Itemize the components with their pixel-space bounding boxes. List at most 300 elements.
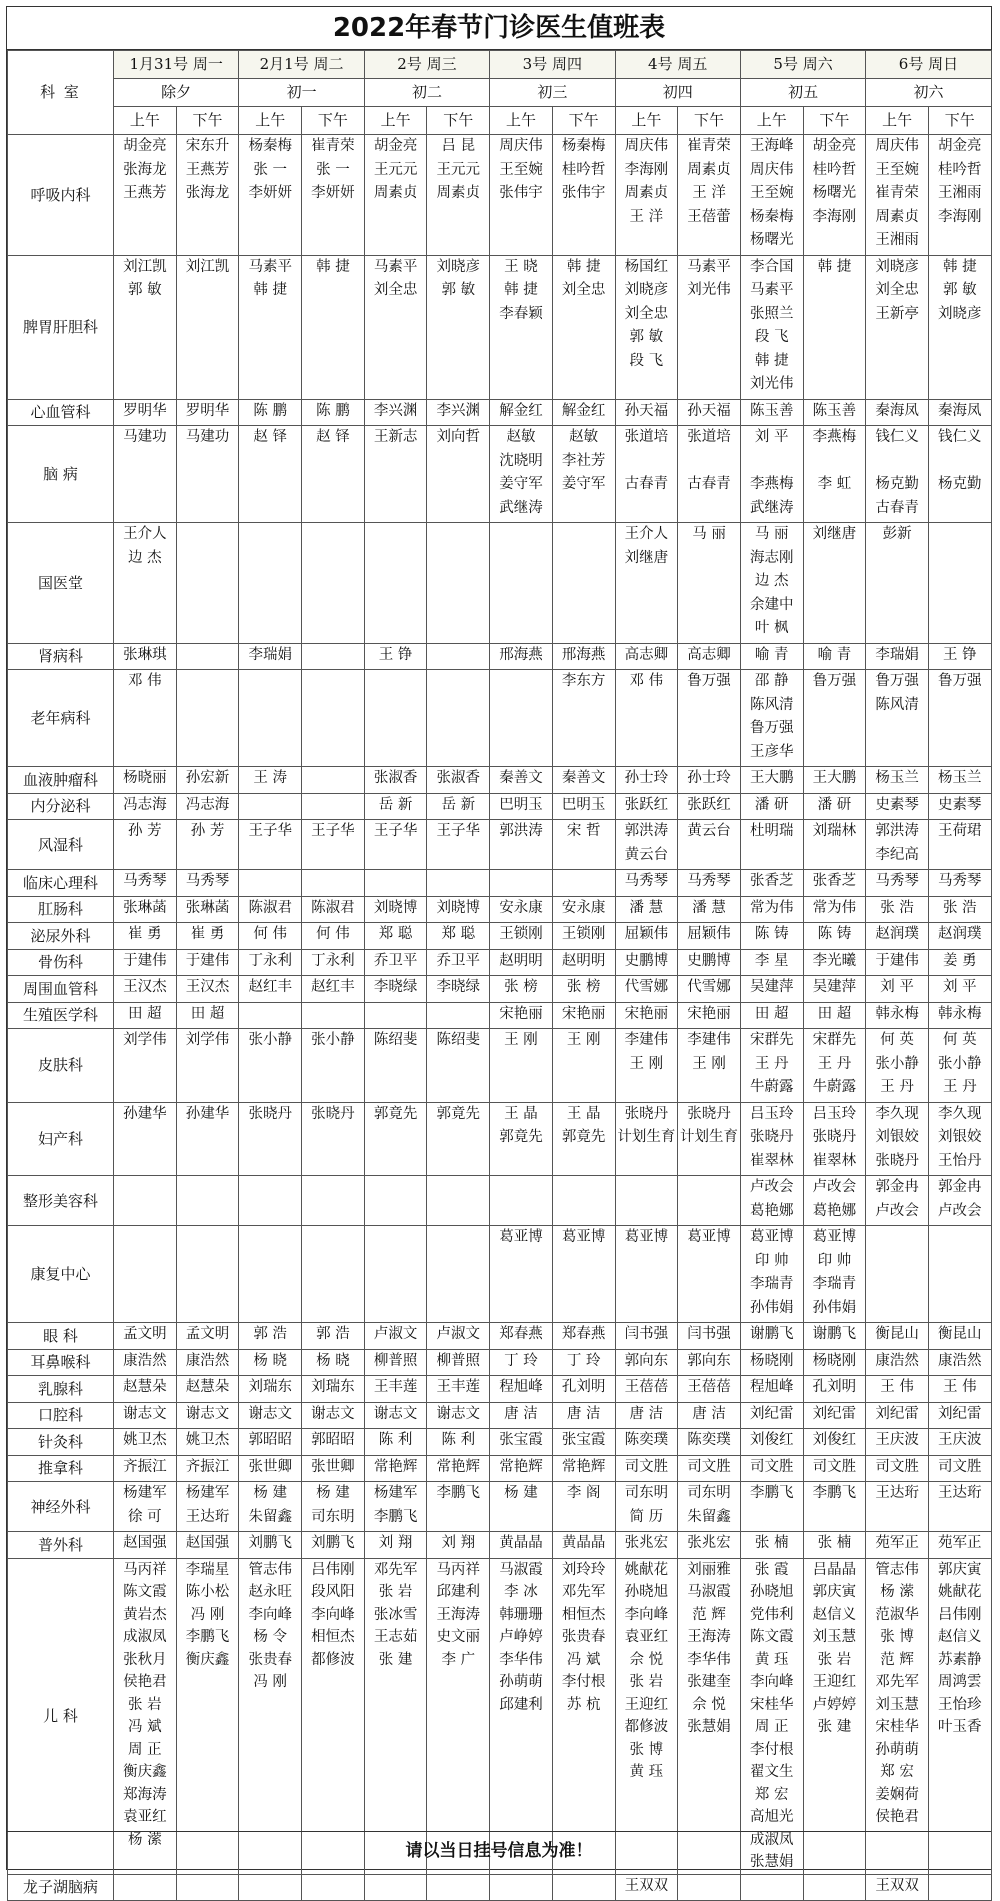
doctor-name: 高旭光 [749,1809,794,1825]
am-duty-cell [740,820,803,870]
doctor-name: 杨 潆 [880,1584,914,1600]
pm-duty-cell [803,1874,866,1901]
day-date: 3号 周四 [490,51,615,79]
pm-duty-cell [427,1482,490,1532]
am-duty-cell [740,523,803,644]
pm-duty-cell [302,923,365,950]
doctor-name: 郭昭昭 [248,1432,292,1448]
pm-duty-cell [552,870,615,897]
doctor-name: 张 榜 [504,979,538,995]
doctor-name: 司文胜 [875,1458,919,1475]
doctor-name: 司文胜 [749,1458,794,1475]
doctor-name: 翟文生 [749,1764,794,1780]
doctor-name: 张 建 [817,1719,852,1735]
doctor-name: 张 建 [378,1651,413,1668]
pm-duty-cell [176,870,239,897]
pm-duty-cell [176,793,239,820]
doctor-name: 孙天福 [624,402,669,419]
pm-duty-cell [302,870,365,897]
pm-duty-cell [176,896,239,923]
doctor-name: 王 伟 [942,1379,977,1395]
doctor-name: 王 晶 [566,1105,601,1122]
pm-duty-cell [302,1029,365,1103]
doctor-name: 张晓丹 [624,1105,669,1122]
doctor-name: 古春青 [875,499,919,516]
pm-duty-cell [803,976,866,1003]
doctor-name: 赵信义 [812,1606,857,1623]
pm-duty-cell [552,523,615,644]
doctor-name: 谢鹏飞 [812,1326,857,1342]
am-label: 上午 [740,107,803,135]
doctor-name: 郭竟先 [436,1105,481,1122]
doctor-name: 邓先军 [561,1584,606,1600]
pm-duty-cell [928,1402,991,1429]
doctor-name: 巴明玉 [561,796,606,813]
doctor-name: 张秋月 [123,1651,167,1668]
dept-row [8,1002,992,1029]
doctor-name: 王达珩 [938,1485,982,1501]
doctor-name: 王 晓 [504,258,538,275]
doctor-name: 李纪高 [875,846,919,863]
am-duty-cell [490,1429,553,1456]
pm-duty-cell [552,1558,615,1874]
doctor-name: 张伟宇 [561,185,606,201]
doctor-name: 卢峥婷 [499,1629,543,1645]
doctor-name: 王蓓蓓 [624,1379,669,1395]
doctor-name: 史鹏博 [687,952,731,969]
dept-row [8,976,992,1003]
dept-name: 风湿科 [8,820,114,870]
am-duty-cell [239,255,302,399]
pm-duty-cell [552,1482,615,1532]
doctor-name: 常艳辉 [561,1458,606,1475]
am-duty-cell [239,1532,302,1559]
am-duty-cell [740,1349,803,1376]
doctor-name: 柳普照 [373,1352,418,1369]
doctor-name: 王湘雨 [875,232,919,248]
doctor-name: 吕伟刚 [311,1561,355,1578]
doctor-name: 马 丽 [692,526,726,542]
doctor-name: 张 一 [253,161,288,178]
doctor-name: 张 岩 [378,1584,413,1600]
doctor-name: 姜守军 [561,476,606,492]
am-duty-cell [114,1349,177,1376]
am-duty-cell [740,1874,803,1901]
doctor-name: 冯志海 [123,796,167,813]
am-duty-cell [364,767,427,794]
am-duty-cell [490,949,553,976]
doctor-name: 王 丹 [817,1055,852,1072]
dept-row [8,523,992,644]
doctor-name: 杨建军 [185,1485,230,1501]
am-duty-cell [239,399,302,426]
pm-duty-cell [928,767,991,794]
doctor-name: 康浩然 [185,1352,230,1369]
doctor-name: 陈风清 [875,696,919,713]
doctor-name: 马丙祥 [436,1561,481,1578]
dept-row [8,923,992,950]
doctor-name: 巴明玉 [499,796,543,813]
doctor-name: 秦海凤 [875,402,919,419]
pm-duty-cell [928,1429,991,1456]
doctor-name: 王燕芳 [185,161,230,178]
doctor-name: 张 岩 [629,1674,664,1690]
am-duty-cell [866,1532,929,1559]
dept-row [8,1176,992,1226]
doctor-name: 岳 新 [441,796,476,813]
pm-duty-cell [552,896,615,923]
doctor-name: 卢改会 [875,1202,919,1219]
doctor-name: 鲁万强 [938,673,982,689]
doctor-name: 宋艳丽 [687,1005,731,1022]
am-duty-cell [239,1482,302,1532]
am-duty-cell [114,1402,177,1429]
doctor-name: 李 虹 [817,476,852,492]
doctor-name: 葛亚博 [687,1229,731,1245]
am-duty-cell [114,1874,177,1901]
day-date: 2月1号 周二 [239,51,364,79]
doctor-name: 邓 伟 [128,673,162,689]
doctor-name: 宋 哲 [566,823,601,839]
doctor-name: 王锁刚 [561,926,606,942]
doctor-name: 马素平 [248,258,292,275]
doctor-name: 郭金冉 [875,1179,919,1195]
pm-duty-cell [803,949,866,976]
pm-duty-cell [678,976,741,1003]
pm-duty-cell [678,1176,741,1226]
doctor-name: 周庆伟 [875,138,919,154]
am-duty-cell [740,1002,803,1029]
doctor-name: 叶 枫 [754,620,789,636]
doctor-name: 张照兰 [749,305,794,322]
doctor-name: 刘光伟 [749,376,794,392]
am-duty-cell [490,135,553,256]
doctor-name: 刘全忠 [373,282,418,298]
doctor-name: 韩 捷 [504,282,538,298]
doctor-name: 郭金冉 [938,1179,982,1195]
pm-duty-cell [552,1349,615,1376]
am-duty-cell [615,976,678,1003]
doctor-name: 宋东升 [185,138,230,154]
doctor-name: 王双双 [875,1877,919,1894]
am-duty-cell [866,523,929,644]
am-duty-cell [490,1532,553,1559]
doctor-name: 冯 刚 [253,1674,288,1690]
am-duty-cell [740,1455,803,1482]
doctor-name: 郭昭昭 [311,1432,355,1448]
am-label: 上午 [239,107,302,135]
am-duty-cell [364,1429,427,1456]
doctor-name: 宋艳丽 [561,1005,606,1022]
pm-label: 下午 [302,107,365,135]
doctor-name: 鲁万强 [749,720,794,736]
doctor-name: 李久现 [875,1105,919,1122]
doctor-name: 王大鹏 [749,770,794,786]
doctor-name: 马建功 [185,429,230,445]
am-duty-cell [866,949,929,976]
pm-duty-cell [803,670,866,767]
doctor-name: 胡金亮 [812,138,857,154]
doctor-name: 于建伟 [875,952,919,969]
doctor-name: 韩 捷 [754,352,789,369]
doctor-name: 周素贞 [875,208,919,225]
dept-name: 泌尿外科 [8,923,114,950]
doctor-name: 张 楠 [754,1535,789,1551]
pm-duty-cell [302,670,365,767]
am-duty-cell [866,426,929,523]
dept-name: 儿 科 [8,1558,114,1874]
doctor-name: 赵 铎 [253,429,288,445]
doctor-name: 张道培 [687,429,731,445]
doctor-name: 张小静 [875,1055,919,1072]
doctor-name: 何 伟 [253,926,288,942]
doctor-name: 王大鹏 [812,770,857,786]
pm-duty-cell [803,1176,866,1226]
doctor-name: 崔青荣 [875,185,919,201]
day-date: 1月31号 周一 [114,51,239,79]
doctor-name: 王 刚 [692,1055,726,1072]
doctor-name: 刘学伟 [123,1032,167,1048]
pm-duty-cell [302,820,365,870]
doctor-name: 王 刚 [566,1032,601,1048]
doctor-name: 黄晶晶 [561,1535,606,1551]
am-duty-cell [490,523,553,644]
doctor-name: 崔翠林 [812,1152,857,1169]
pm-duty-cell [803,1002,866,1029]
am-duty-cell [490,896,553,923]
doctor-name: 刘瑞林 [812,823,857,839]
am-duty-cell [114,793,177,820]
doctor-name: 杨 令 [253,1629,288,1645]
doctor-name: 王新志 [373,429,418,445]
pm-duty-cell [678,923,741,950]
am-duty-cell [239,793,302,820]
doctor-name: 王迎红 [624,1696,669,1713]
pm-duty-cell [176,1532,239,1559]
doctor-name: 袁亚红 [624,1629,669,1645]
pm-duty-cell [302,1874,365,1901]
pm-duty-cell [176,1029,239,1103]
am-duty-cell [490,643,553,670]
day-date: 2号 周三 [364,51,489,79]
doctor-name: 郭向东 [624,1352,669,1369]
pm-duty-cell [552,1102,615,1176]
doctor-name: 苏 杭 [566,1696,601,1713]
pm-duty-cell [302,135,365,256]
am-duty-cell [239,1558,302,1874]
am-duty-cell [364,135,427,256]
doctor-name: 喻 青 [754,646,789,663]
doctor-name: 周庆伟 [749,161,794,178]
am-duty-cell [239,135,302,256]
am-duty-cell [615,426,678,523]
am-duty-cell [615,1429,678,1456]
pm-duty-cell [678,1532,741,1559]
doctor-name: 姚卫杰 [123,1432,167,1448]
am-duty-cell [239,896,302,923]
pm-duty-cell [427,1323,490,1350]
pm-duty-cell [552,1455,615,1482]
doctor-name: 李向峰 [248,1606,292,1623]
dept-name: 乳腺科 [8,1376,114,1403]
doctor-name: 司东明 [311,1508,355,1525]
pm-duty-cell [302,426,365,523]
pm-duty-cell [928,1029,991,1103]
am-duty-cell [490,1482,553,1532]
day-lunar: 初六 [866,79,991,107]
doctor-name: 赵红丰 [248,979,292,995]
pm-duty-cell [928,1226,991,1323]
doctor-name: 崔翠林 [749,1152,794,1169]
dept-name: 临床心理科 [8,870,114,897]
am-duty-cell [239,1429,302,1456]
doctor-name: 杨曙光 [812,185,857,201]
pm-duty-cell [176,1376,239,1403]
doctor-name: 李晓绿 [373,979,418,995]
am-duty-cell [866,820,929,870]
doctor-name: 张 博 [880,1629,914,1645]
pm-duty-cell [678,949,741,976]
doctor-name: 李付根 [749,1741,794,1758]
doctor-name: 侯艳君 [123,1674,167,1690]
am-duty-cell [364,1002,427,1029]
doctor-name: 苑军正 [875,1535,919,1551]
pm-duty-cell [176,767,239,794]
doctor-name: 司文胜 [624,1458,669,1475]
doctor-name: 李向峰 [749,1674,794,1690]
doctor-name: 成淑凤 [749,1831,794,1848]
day-date: 4号 周五 [615,51,740,79]
doctor-name: 张兆宏 [624,1535,669,1551]
doctor-name: 张宝霞 [499,1432,543,1448]
schedule-sheet [6,6,992,1897]
pm-duty-cell [552,1874,615,1901]
pm-duty-cell [302,1532,365,1559]
doctor-name: 马素平 [373,258,418,275]
doctor-name: 王介人 [624,526,669,542]
doctor-name: 刘银姣 [938,1129,982,1145]
pm-duty-cell [552,1429,615,1456]
doctor-name: 韩永梅 [938,1005,982,1022]
doctor-name: 李瑞青 [812,1276,857,1292]
doctor-name [741,450,803,474]
doctor-name: 张晓丹 [812,1129,857,1145]
doctor-name: 王 丹 [754,1055,789,1072]
doctor-name: 赵慧朵 [123,1379,167,1395]
pm-label: 下午 [176,107,239,135]
pm-duty-cell [552,923,615,950]
doctor-name: 王 刚 [629,1055,664,1072]
dept-name: 血液肿瘤科 [8,767,114,794]
doctor-name: 赵国强 [185,1535,230,1551]
am-duty-cell [239,1029,302,1103]
doctor-name: 张香芝 [749,873,794,889]
doctor-name: 陈风清 [749,696,794,713]
doctor-name: 潘 慧 [692,899,726,916]
doctor-name: 陈玉善 [749,402,794,419]
doctor-name: 李久现 [938,1105,982,1122]
am-duty-cell [615,793,678,820]
pm-duty-cell [552,820,615,870]
doctor-name: 段 飞 [629,352,664,369]
pm-duty-cell [427,643,490,670]
am-duty-cell [740,1482,803,1532]
dept-row [8,1029,992,1103]
pm-duty-cell [678,255,741,399]
doctor-name: 孟文明 [185,1326,230,1342]
doctor-name: 周庆伟 [624,138,669,154]
dept-name: 龙子湖脑病 [8,1874,114,1901]
am-label: 上午 [866,107,929,135]
pm-duty-cell [302,896,365,923]
doctor-name: 崔 勇 [128,926,162,942]
am-duty-cell [615,767,678,794]
doctor-name: 王 刚 [504,1032,538,1048]
am-label: 上午 [364,107,427,135]
pm-duty-cell [176,670,239,767]
doctor-name: 张晓丹 [687,1105,731,1122]
am-duty-cell [364,1323,427,1350]
dept-name: 耳鼻喉科 [8,1349,114,1376]
doctor-name: 衡庆鑫 [185,1651,230,1668]
doctor-name: 张琳菡 [123,899,167,916]
doctor-name: 邓先军 [373,1561,418,1578]
doctor-name: 吴建萍 [812,979,857,995]
pm-duty-cell [678,523,741,644]
pm-duty-cell [427,399,490,426]
doctor-name: 谢志文 [436,1405,481,1422]
doctor-name: 李向峰 [624,1606,669,1623]
am-label: 上午 [114,107,177,135]
doctor-name: 李妍妍 [311,185,355,201]
am-duty-cell [866,1002,929,1029]
doctor-name: 张伟宇 [499,185,543,201]
doctor-name: 佘 悦 [629,1651,664,1668]
dept-row [8,1376,992,1403]
doctor-name: 王汉杰 [123,979,167,995]
pm-duty-cell [678,1558,741,1874]
doctor-name: 李妍妍 [248,185,292,201]
doctor-name: 李燕梅 [749,476,794,492]
doctor-name: 田 超 [817,1005,852,1022]
am-duty-cell [364,870,427,897]
doctor-name: 卢淑文 [373,1326,418,1342]
doctor-name: 葛艳娜 [749,1202,794,1219]
dept-column-header: 科 室 [8,51,114,135]
doctor-name: 孙天福 [687,402,731,419]
pm-duty-cell [928,793,991,820]
doctor-name: 王庆波 [875,1432,919,1448]
doctor-name: 潘 慧 [629,899,664,916]
doctor-name: 杨 建 [253,1485,288,1501]
doctor-name: 张 楠 [817,1535,852,1551]
pm-duty-cell [803,643,866,670]
doctor-name: 王 涛 [253,770,288,786]
doctor-name: 黄岩杰 [123,1606,167,1623]
doctor-name: 王怡珍 [938,1696,982,1713]
am-duty-cell [866,1482,929,1532]
dept-row [8,1429,992,1456]
doctor-name: 马素平 [749,282,794,298]
doctor-name: 冯 斌 [566,1651,601,1668]
pm-duty-cell [678,399,741,426]
am-duty-cell [114,896,177,923]
doctor-name: 王达珩 [185,1508,230,1525]
dept-name: 皮肤科 [8,1029,114,1103]
am-duty-cell [866,976,929,1003]
dept-name: 整形美容科 [8,1176,114,1226]
pm-duty-cell [302,949,365,976]
